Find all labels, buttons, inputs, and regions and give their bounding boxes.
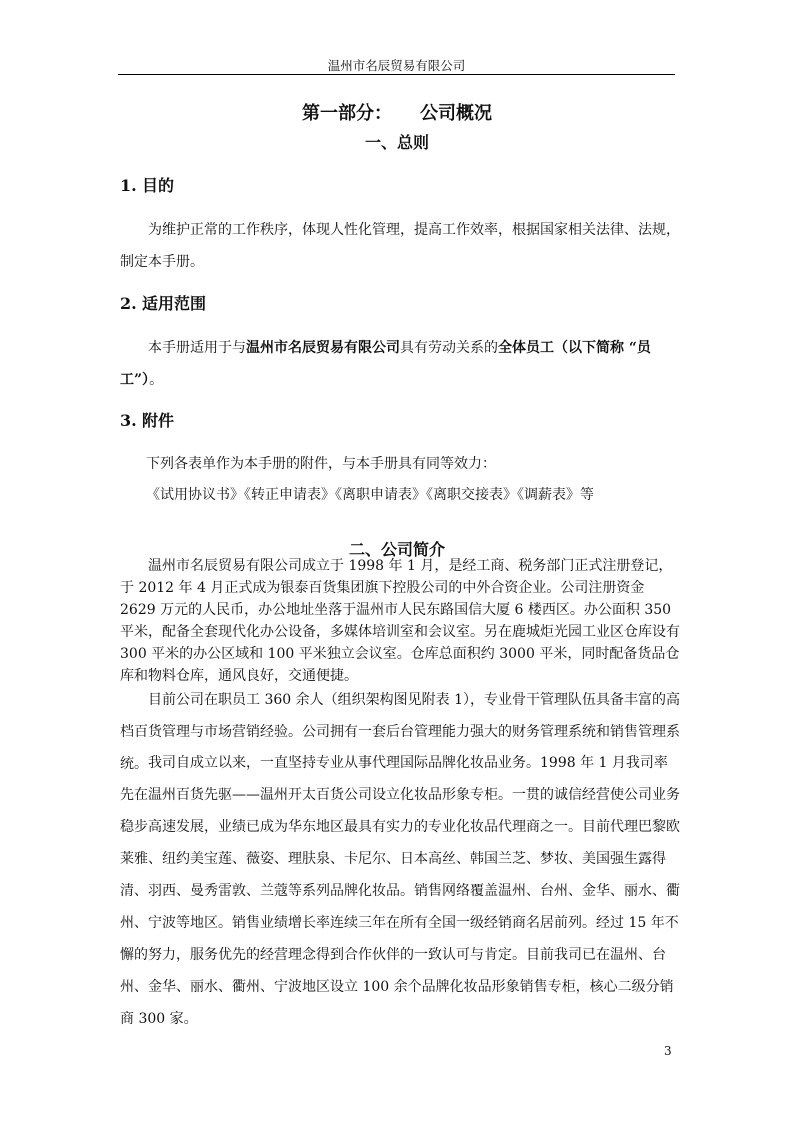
attachments-text: 下列各表单作为本手册的附件，与本手册具有同等效力： (146, 456, 496, 472)
profile-paragraph-2: 目前公司在职员工 360 余人（组织架构图见附表 1），专业骨干管理队伍具备丰富的高档百货管理与市场营销经验。公司拥有一套后台管理能力强大的财务管理系统和销售管理系统。 (120, 692, 680, 772)
purpose-text: 为维护正常的工作秩序，体现人性化管理，提高工作效率，根据国家相关法律、法规，制定本手册。 (120, 222, 680, 270)
heading-text: 目的 (142, 176, 175, 195)
part-heading: 公司概况 (420, 103, 492, 124)
scope-text-pre: 本手册适用于与 (148, 340, 246, 356)
heading-scope (120, 291, 206, 314)
attachments-forms: 《试用协议书》《转正申请表》《离职申请表》《离职交接表》《调薪表》等 (146, 487, 594, 503)
heading-purpose (120, 173, 174, 196)
scope-company: 温州市名辰贸易有限公司 (246, 340, 400, 356)
heading-number: 3. (120, 411, 137, 430)
heading-number: 1. (120, 176, 137, 195)
heading-text: 适用范围 (142, 294, 207, 313)
part-title (0, 99, 794, 125)
header-rule (118, 74, 675, 75)
profile-paragraph-3: 我司自成立以来，一直坚持专业从事代理国际品牌化妆品业务。1998 年 1 月我司率先在温州百货先驱——温州开太百货公司设立化妆品形象专柜。一贯的诚信经营使公司业务稳步高速发展，业绩已成为华东地区最具有实力的专业化妆品代理商之一。目前代理巴黎欧莱雅、纽约美宝莲、薇姿、理肤泉、卡尼尔、日本高丝、韩国兰芝、梦妆、美国强生露得清、羽西、曼秀雷敦、兰蔻等系列品牌化妆品。销售网络覆盖温州、台州、金华、丽水、衢州、宁波等地区。销售业绩增长率连续三年在所有全国一级经销商名居前列。经过 15 年不懈的努力，服务优先的经营理念得到合作伙伴的一致认可与肯定。目前我司已在温州、台州、金华、丽水、衢州、宁波地区设立 100 余个品牌化妆品形象销售专柜，核心二级分销商 300 家。 (120, 755, 680, 1027)
page-header: 温州市名辰贸易有限公司 (327, 58, 466, 73)
heading-attachments (120, 408, 174, 431)
profile-paragraph-1: 温州市名辰贸易有限公司成立于 1998 年 1 月，是经工商、税务部门正式注册登记，于 2012 年 4 月正式成为银泰百货集团旗下控股公司的中外合资企业。公司注册资金 2629 万元的人民币，办公地址坐落于温州市人民东路国信大厦 6 楼西区。办公面积 350 平米，配备全套现代化办公设备，多媒体培训室和会议室。另在鹿城炬光园工业区仓库设有 300 平米的办公区域和 100 平米独立会议室。仓库总面积约 3000 平米，同时配备货品仓库和物料仓库，通风良好，交通便捷。 (120, 558, 680, 684)
scope-text (120, 332, 680, 396)
heading-number: 2. (120, 294, 137, 313)
scope-text-end: 。 (149, 372, 164, 388)
section-title-profile: 二、公司简介 (348, 540, 445, 559)
scope-staff: 全体员工（以下简称 “员工”） (120, 340, 651, 388)
part-label: 第一部分： (302, 103, 392, 124)
scope-text-mid: 具有劳动关系的 (400, 340, 498, 356)
section-title-general: 一、总则 (364, 133, 429, 152)
page-number: 3 (664, 1044, 672, 1058)
heading-text: 附件 (142, 411, 175, 430)
